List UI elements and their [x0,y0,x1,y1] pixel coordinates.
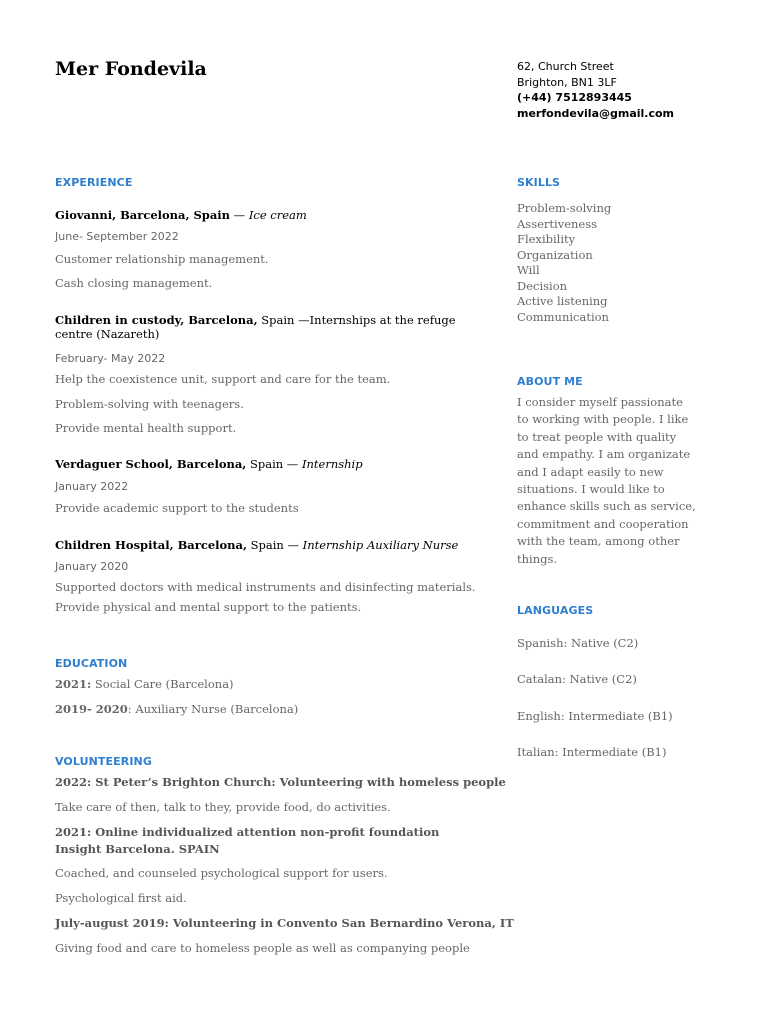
language-item: English: Intermediate (B1) [517,709,673,723]
education-year: 2019- 2020 [55,702,128,716]
job-role: Internship [301,457,363,471]
address-line-2: Brighton, BN1 3LF [517,75,617,89]
job-title [55,313,475,341]
job-title [55,457,363,471]
volunteering-heading: VOLUNTEERING [55,755,152,768]
skill-item: Will [517,263,540,277]
job-detail: Cash closing management. [55,276,213,290]
education-item [55,702,298,716]
education-heading: EDUCATION [55,657,128,670]
job-title [55,208,307,222]
skills-heading: SKILLS [517,176,561,189]
skill-item: Organization [517,247,593,262]
education-text: : Auxiliary Nurse (Barcelona) [127,702,299,716]
job-org: Children in custody, Barcelona, [55,313,258,327]
job-role: Spain —Internships at the refuge centre (Nazareth) [55,313,456,341]
job-detail: Help the coexistence unit, support and care for the team. [55,372,391,386]
volunteering-detail: Coached, and counseled psychological support for users. [55,866,388,880]
address-line-1: 62, Church Street [517,60,614,73]
job-role: Ice cream [248,208,307,222]
contact-block [517,59,747,121]
education-item [55,677,234,691]
language-item: Spanish: Native (C2) [517,636,639,650]
volunteering-title: July-august 2019: Volunteering in Convento San Bernardino Verona, IT [55,916,514,930]
skill-item: Flexibility [517,232,576,246]
language-item: Catalan: Native (C2) [517,672,637,686]
job-separator: Spain — [246,457,302,471]
education-year: 2021: [55,677,92,691]
job-detail: Provide physical and mental support to the patients. [55,600,362,614]
job-detail: Customer relationship management. [55,252,269,266]
about-text: I consider myself passionate to working with people. I like to treat people with quality and empathy. I am organizate and I adapt easily to new situations. I would like to enhance skills such as service, commitment and cooperation with the team, among other things. [517,395,696,566]
volunteering-detail: Take care of then, talk to they, provide food, do activities. [55,800,391,814]
job-org: Children Hospital, Barcelona, [55,538,247,552]
skills-list [517,201,611,325]
volunteering-detail: Giving food and care to homeless people as well as companying people [55,941,470,955]
job-date: February- May 2022 [55,352,166,365]
volunteering-title: 2022: St Peter’s Brighton Church: Volunteering with homeless people [55,775,506,789]
skill-item: Problem-solving [517,201,612,215]
languages-heading: LANGUAGES [517,604,594,617]
job-date: June- September 2022 [55,230,179,243]
job-role: Internship Auxiliary Nurse [302,538,459,552]
job-detail: Provide mental health support. [55,421,237,435]
volunteering-title: 2021: Online individualized attention non-profit foundation Insight Barcelona. SPAIN [55,825,440,856]
job-date: January 2022 [55,480,129,493]
skill-item: Decision [517,278,568,293]
job-detail: Provide academic support to the students [55,501,299,515]
candidate-name: Mer Fondevila [55,58,207,80]
skill-item: Active listening [517,294,608,308]
email-address: merfondevila@gmail.com [517,106,675,120]
skill-item: Assertiveness [517,216,598,231]
job-title [55,538,458,552]
job-detail: Supported doctors with medical instruments and disinfecting materials. [55,580,476,594]
about-heading: ABOUT ME [517,375,583,388]
job-detail: Problem-solving with teenagers. [55,397,244,411]
job-separator: — [230,208,249,222]
experience-heading: EXPERIENCE [55,176,133,189]
job-org: Giovanni, Barcelona, Spain [55,208,231,222]
language-item: Italian: Intermediate (B1) [517,745,667,759]
skill-item: Communication [517,309,609,324]
job-date: January 2020 [55,560,129,573]
phone-number: (+44) 7512893445 [517,91,632,104]
job-separator: Spain — [247,538,303,552]
job-org: Verdaguer School, Barcelona, [55,457,247,471]
education-text: Social Care (Barcelona) [91,677,234,691]
volunteering-detail: Psychological first aid. [55,891,187,905]
